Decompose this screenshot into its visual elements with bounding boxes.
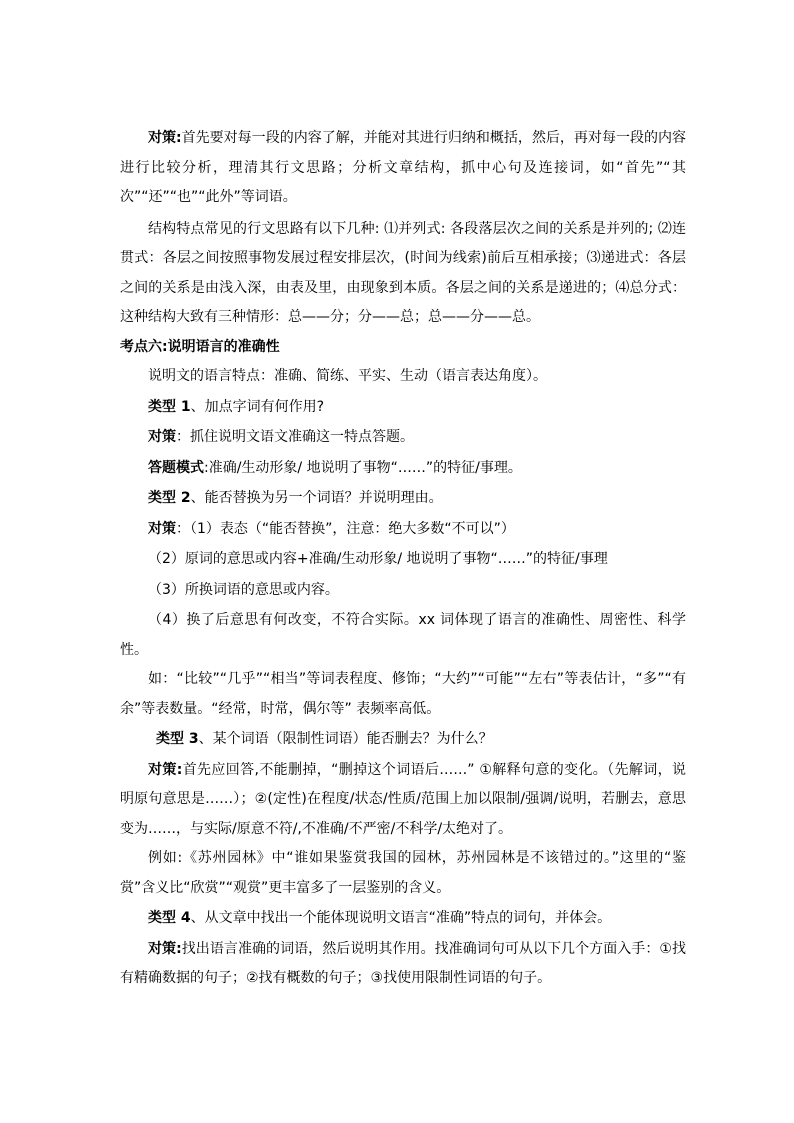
type-2 xyxy=(120,484,686,514)
label-strategy: 对策 xyxy=(148,429,176,445)
paragraph-text: 首先应回答,不能删掉，“删掉这个词语后……” ①解释句意的变化。（先解词，说明原句意思是……）；②(定性)在程度/状态/性质/范围上加以限制/强调/说明，若删去，意思变为……，与实际/原意不符/,不准确/不严密/不科学/太绝对了。 xyxy=(120,761,686,837)
type-text: 、加点字词有何作用? xyxy=(190,398,325,415)
label-strategy: 对策: xyxy=(148,761,183,778)
paragraph-text: 找出语言准确的词语，然后说明其作用。找准确词句可从以下几个方面入手：①找有精确数据的句子；②找有概数的句子；③找使用限制性词语的句子。 xyxy=(120,940,686,986)
type-3 xyxy=(120,725,686,755)
type-label: 类型 4 xyxy=(148,910,191,926)
strategy-2-step-4: （4）换了后意思有何改变，不符合实际。xx 词体现了语言的准确性、周密性、科学性。 xyxy=(120,612,686,658)
label-answer-pattern: 答题模式 xyxy=(148,459,204,476)
paragraph-text: ：（1）表态（“能否替换”，注意：绝大多数“不可以”） xyxy=(176,520,515,537)
label-strategy: 对策: xyxy=(148,130,182,146)
paragraph-text: 首先要对每一段的内容了解，并能对其进行归纳和概括，然后，再对每一段的内容进行比较分析，理清其行文思路；分析文章结构，抓中心句及连接词，如“首先”“其次”“还”“也”“此外”等词语。 xyxy=(120,130,686,205)
type-text: 、某个词语（限制性词语）能否删去？为什么？ xyxy=(198,731,493,747)
label-strategy: 对策 xyxy=(148,520,176,537)
type-label: 类型 3 xyxy=(156,731,199,747)
answer-pattern xyxy=(120,454,686,484)
paragraph-strategy-1 xyxy=(120,124,686,213)
strategy-2-step-3: （3）所换词语的意思或内容。 xyxy=(148,581,339,598)
strategy-1 xyxy=(120,423,686,453)
label-strategy: 对策: xyxy=(148,940,182,957)
paragraph-structure-types xyxy=(120,215,686,333)
strategy-2-step-2: （2）原词的意思或内容+准确/生动形象/ 地说明了事物“……”的特征/事理 xyxy=(148,551,608,567)
paragraph-text: 说明文的语言特点：准确、简练、平实、生动（语言表达角度）。 xyxy=(148,368,547,384)
paragraph-example-suzhou: 例如:《苏州园林》中“谁如果鉴赏我国的园林，苏州园林是不该错过的。”这里的“鉴赏”含义比“欣赏”“观赏”更丰富多了一层鉴别的含义。 xyxy=(120,850,686,896)
paragraph-text: :准确/生动形象/ 地说明了事物“……”的特征/事理。 xyxy=(204,459,522,476)
strategy-3 xyxy=(120,756,686,845)
section-heading: 考点六:说明语言的准确性 xyxy=(120,338,280,355)
type-label: 类型 2 xyxy=(148,490,191,506)
paragraph-examples: 如：“比较”“几乎”“相当”等词表程度、修饰；“大约”“可能”“左右”等表估计，“多”“有余”等表数量。“经常，时常，偶尔等” 表频率高低。 xyxy=(120,671,686,717)
strategy-2 xyxy=(120,515,686,545)
type-text: 、能否替换为另一个词语？并说明理由。 xyxy=(190,490,443,506)
type-text: 、从文章中找出一个能体现说明文语言“准确”特点的词句，并体会。 xyxy=(190,910,612,926)
strategy-4 xyxy=(120,935,686,994)
type-label: 类型 1 xyxy=(148,398,191,415)
paragraph-text: ：抓住说明文语文准确这一特点答题。 xyxy=(176,429,414,445)
type-4 xyxy=(120,904,686,934)
type-1 xyxy=(120,393,686,423)
paragraph-text: 结构特点常见的行文思路有以下几种: ⑴并列式: 各段落层次之间的关系是并列的; ⑵连贯式：各层之间按照事物发展过程安排层次，(时间为线索)前后互相承接；⑶递进式：各层之间的关系是由浅入深，由表及里，由现象到本质。各层之间的关系是递进的；⑷总分式：这种结构大致有三种情形：总——分；分——总；总——分——总。 xyxy=(120,220,686,325)
paragraph-language-features xyxy=(120,362,686,392)
